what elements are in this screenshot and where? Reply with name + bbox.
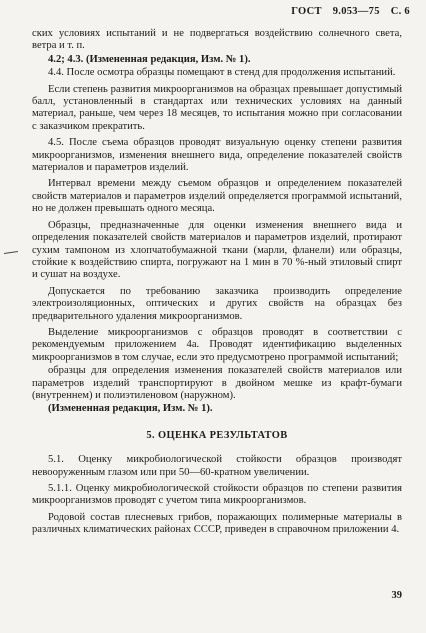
paragraph: Если степень развития микроорганизмов на образцах превышает допустимый балл, установленный в стандартах или технических условиях на данный материал, раньше, чем через 18 месяцев, то испытания можно при согласовании с заказчиком прекратить. [32, 83, 402, 132]
paragraph: Выделение микроорганизмов с образцов проводят в соответствии с рекомендуемым приложением 4а. Проводят идентификацию выделенных микроорганизмов в том случае, если это предусмотрено программой испытаний; [32, 326, 402, 363]
paragraph: Интервал времени между съемом образцов и определением показателей свойств материалов и параметров изделий определяется программой испытаний, но не должен превышать одного месяца. [32, 178, 402, 215]
standard-number: 9.053—75 [332, 6, 380, 17]
standard-label: ГОСТ [291, 6, 322, 17]
amendment-note: (Измененная редакция, Изм. № 1). [48, 403, 213, 415]
paragraph: Родовой состав плесневых грибов, поражающих полимерные материалы в различных климатических районах СССР, приведен в справочном приложении 4. [32, 511, 402, 536]
paragraph: 5.1. Оценку микробиологической стойкости образцов производят невооруженным глазом или при 50—60-кратном увеличении. [32, 454, 402, 478]
amendment-note: 4.2; 4.3. (Измененная редакция, Изм. № 1). [48, 53, 251, 65]
paragraph: 4.5. После съема образцов проводят визуальную оценку степени развития микроорганизмов, изменения внешнего вида, определение показателей свойств материалов и параметров изделий. [32, 137, 402, 174]
paragraph: Образцы, предназначенные для оценки изменения внешнего вида и определения показателей свойств материалов и параметров изделий, протирают сухим тампоном из хлопчатобумажной ткани (марли, фланели) или образцы, стойкие к воздействию спирта, погружают на 1 мин в 70 %-ный этиловый спирт и сушат на воздухе. [32, 219, 402, 281]
section-title: 5. ОЦЕНКА РЕЗУЛЬТАТОВ [146, 429, 288, 441]
page-number: 39 [391, 590, 402, 601]
paragraph: Допускается по требованию заказчика производить определение электроизоляционных, оптических и других свойств на образцах без предварительного удаления микроорганизмов. [32, 285, 402, 322]
paragraph: ских условиях испытаний и не подвергаться воздействию солнечного света, ветра и т. п. [32, 28, 402, 52]
paragraph: 4.4. После осмотра образцы помещают в стенд для продолжения испытаний. [48, 67, 396, 79]
page-header [291, 6, 410, 17]
paragraph: 5.1.1. Оценку микробиологической стойкости образцов по степени развития микроорганизмов проводят с учетом типа микроорганизмов. [32, 483, 402, 507]
margin-mark [4, 251, 18, 254]
body-text [32, 28, 402, 541]
paragraph: образцы для определения изменения показателей свойств материалов или параметров изделий транспортируют в двойном мешке из крафт-бумаги (внутреннем) и полиэтиленовом (наружном). [32, 365, 402, 401]
page-label: С. 6 [390, 6, 410, 17]
